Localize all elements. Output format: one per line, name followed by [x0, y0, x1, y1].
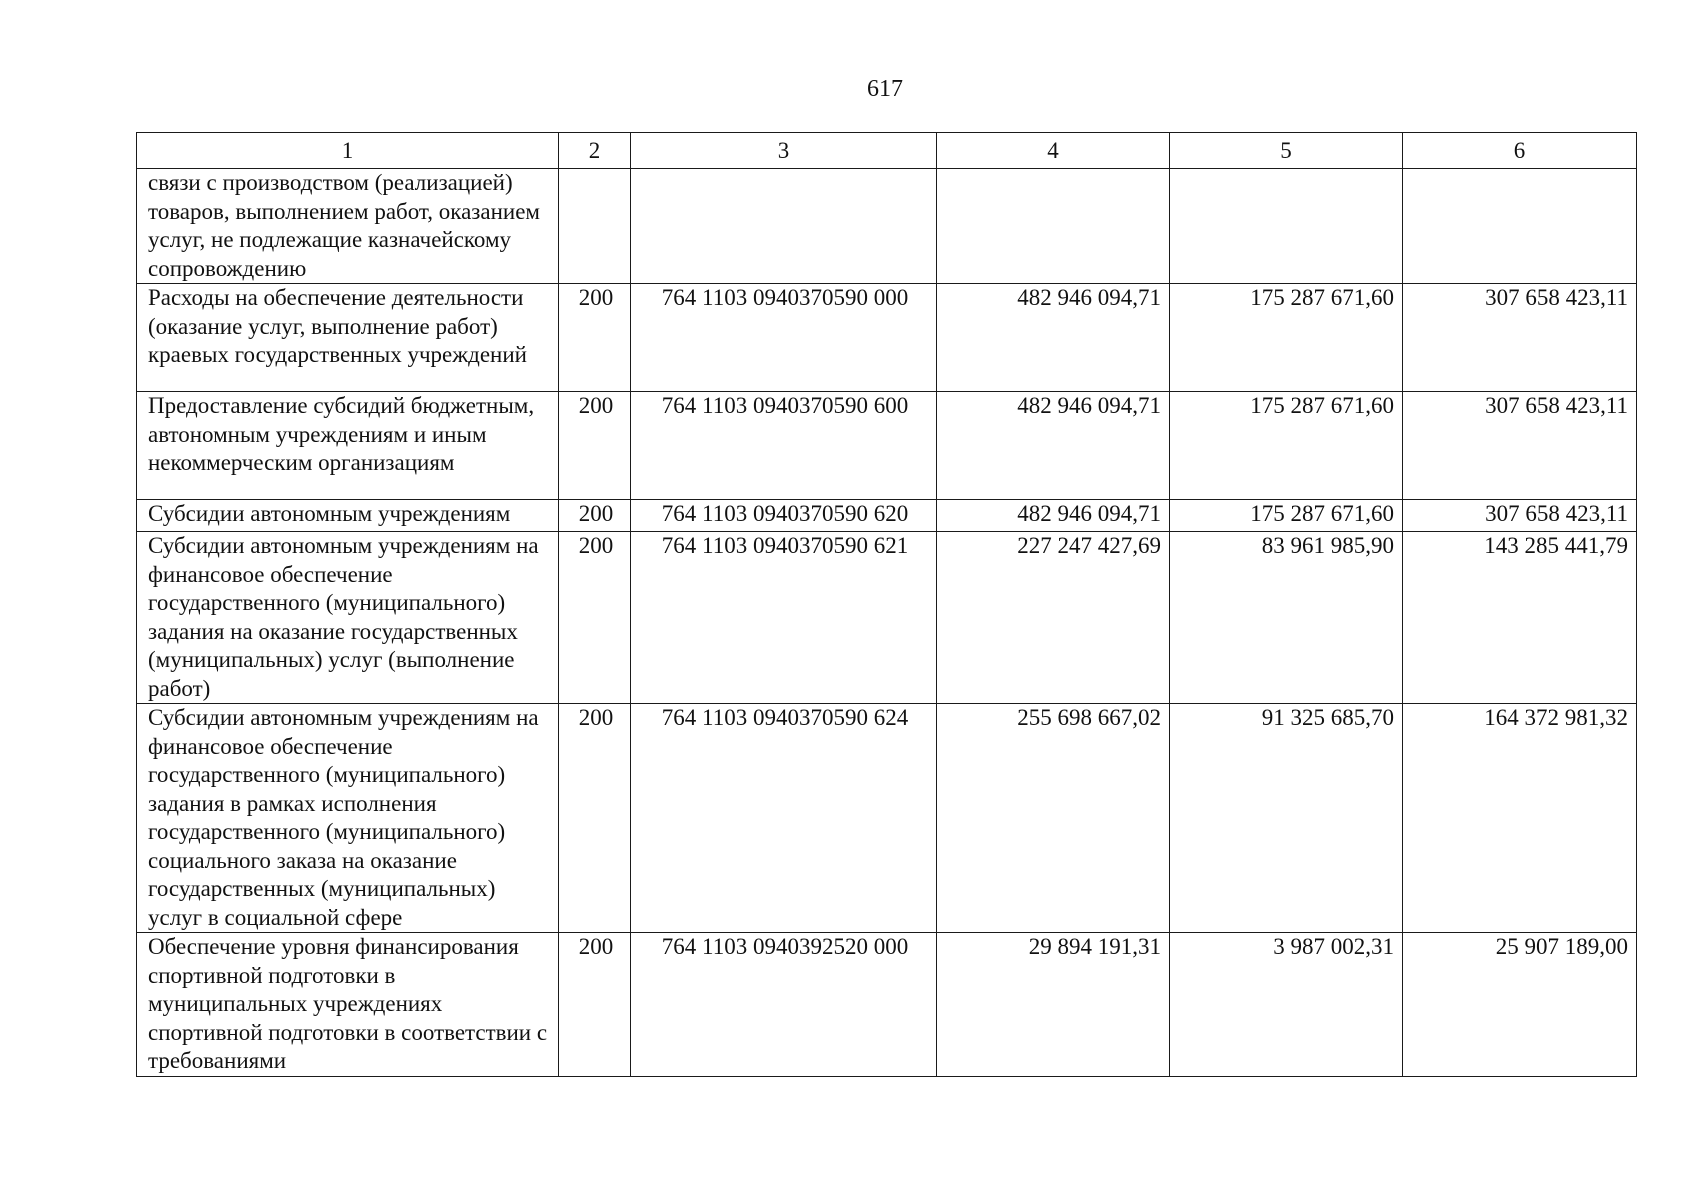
row-col-5: 3 987 002,31: [1170, 933, 1403, 1077]
row-col-2: 200: [559, 392, 631, 500]
row-col-5: 175 287 671,60: [1170, 500, 1403, 532]
row-name: Обеспечение уровня финансирования спортивной подготовки в муниципальных учреждениях спортивной подготовки в соответствии с требованиями: [137, 933, 559, 1077]
row-col-2: 200: [559, 933, 631, 1077]
row-col-6: 143 285 441,79: [1403, 532, 1637, 704]
header-col-4: 4: [937, 133, 1170, 169]
row-col-5: [1170, 169, 1403, 284]
header-col-6: 6: [1403, 133, 1637, 169]
row-col-5: 175 287 671,60: [1170, 392, 1403, 500]
row-col-4: 227 247 427,69: [937, 532, 1170, 704]
row-code: 764 1103 0940370590 000: [631, 284, 937, 392]
row-col-6: 25 907 189,00: [1403, 933, 1637, 1077]
table-row: [137, 532, 1637, 704]
row-col-4: [937, 169, 1170, 284]
budget-table: [136, 132, 1637, 1077]
row-code: 764 1103 0940370590 620: [631, 500, 937, 532]
row-name: Субсидии автономным учреждениям на финансовое обеспечение государственного (муниципального) задания на оказание государственных (муниципальных) услуг (выполнение работ): [137, 532, 559, 704]
row-name: Субсидии автономным учреждениям на финансовое обеспечение государственного (муниципального) задания в рамках исполнения государственного (муниципального) социального заказа на оказание государственных (муниципальных) услуг в социальной сфере: [137, 704, 559, 933]
row-col-4: 29 894 191,31: [937, 933, 1170, 1077]
row-name: связи с производством (реализацией) товаров, выполнением работ, оказанием услуг, не подлежащие казначейскому сопровождению: [137, 169, 559, 284]
table-row: [137, 500, 1637, 532]
row-col-6: 307 658 423,11: [1403, 392, 1637, 500]
row-col-4: 482 946 094,71: [937, 392, 1170, 500]
row-col-2: [559, 169, 631, 284]
row-col-2: 200: [559, 532, 631, 704]
table-header: [137, 133, 1637, 169]
row-code: [631, 169, 937, 284]
table-row: [137, 169, 1637, 284]
row-col-2: 200: [559, 500, 631, 532]
row-col-2: 200: [559, 704, 631, 933]
row-name: Расходы на обеспечение деятельности (оказание услуг, выполнение работ) краевых государственных учреждений: [137, 284, 559, 392]
table-row: [137, 933, 1637, 1077]
row-col-6: 307 658 423,11: [1403, 500, 1637, 532]
row-col-5: 91 325 685,70: [1170, 704, 1403, 933]
table-row: [137, 392, 1637, 500]
row-col-4: 482 946 094,71: [937, 284, 1170, 392]
row-code: 764 1103 0940370590 600: [631, 392, 937, 500]
header-col-2: 2: [559, 133, 631, 169]
row-code: 764 1103 0940370590 621: [631, 532, 937, 704]
row-col-4: 255 698 667,02: [937, 704, 1170, 933]
row-col-5: 83 961 985,90: [1170, 532, 1403, 704]
row-code: 764 1103 0940392520 000: [631, 933, 937, 1077]
header-col-5: 5: [1170, 133, 1403, 169]
row-col-5: 175 287 671,60: [1170, 284, 1403, 392]
row-name: Предоставление субсидий бюджетным, автономным учреждениям и иным некоммерческим организациям: [137, 392, 559, 500]
page-number: 617: [867, 76, 903, 102]
row-code: 764 1103 0940370590 624: [631, 704, 937, 933]
row-name: Субсидии автономным учреждениям: [137, 500, 559, 532]
row-col-6: 307 658 423,11: [1403, 284, 1637, 392]
header-col-3: 3: [631, 133, 937, 169]
table-row: [137, 284, 1637, 392]
row-col-6: [1403, 169, 1637, 284]
row-col-2: 200: [559, 284, 631, 392]
table-row: [137, 704, 1637, 933]
row-col-4: 482 946 094,71: [937, 500, 1170, 532]
table-body: [137, 169, 1637, 1077]
row-col-6: 164 372 981,32: [1403, 704, 1637, 933]
header-row: [137, 133, 1637, 169]
header-col-1: 1: [137, 133, 559, 169]
